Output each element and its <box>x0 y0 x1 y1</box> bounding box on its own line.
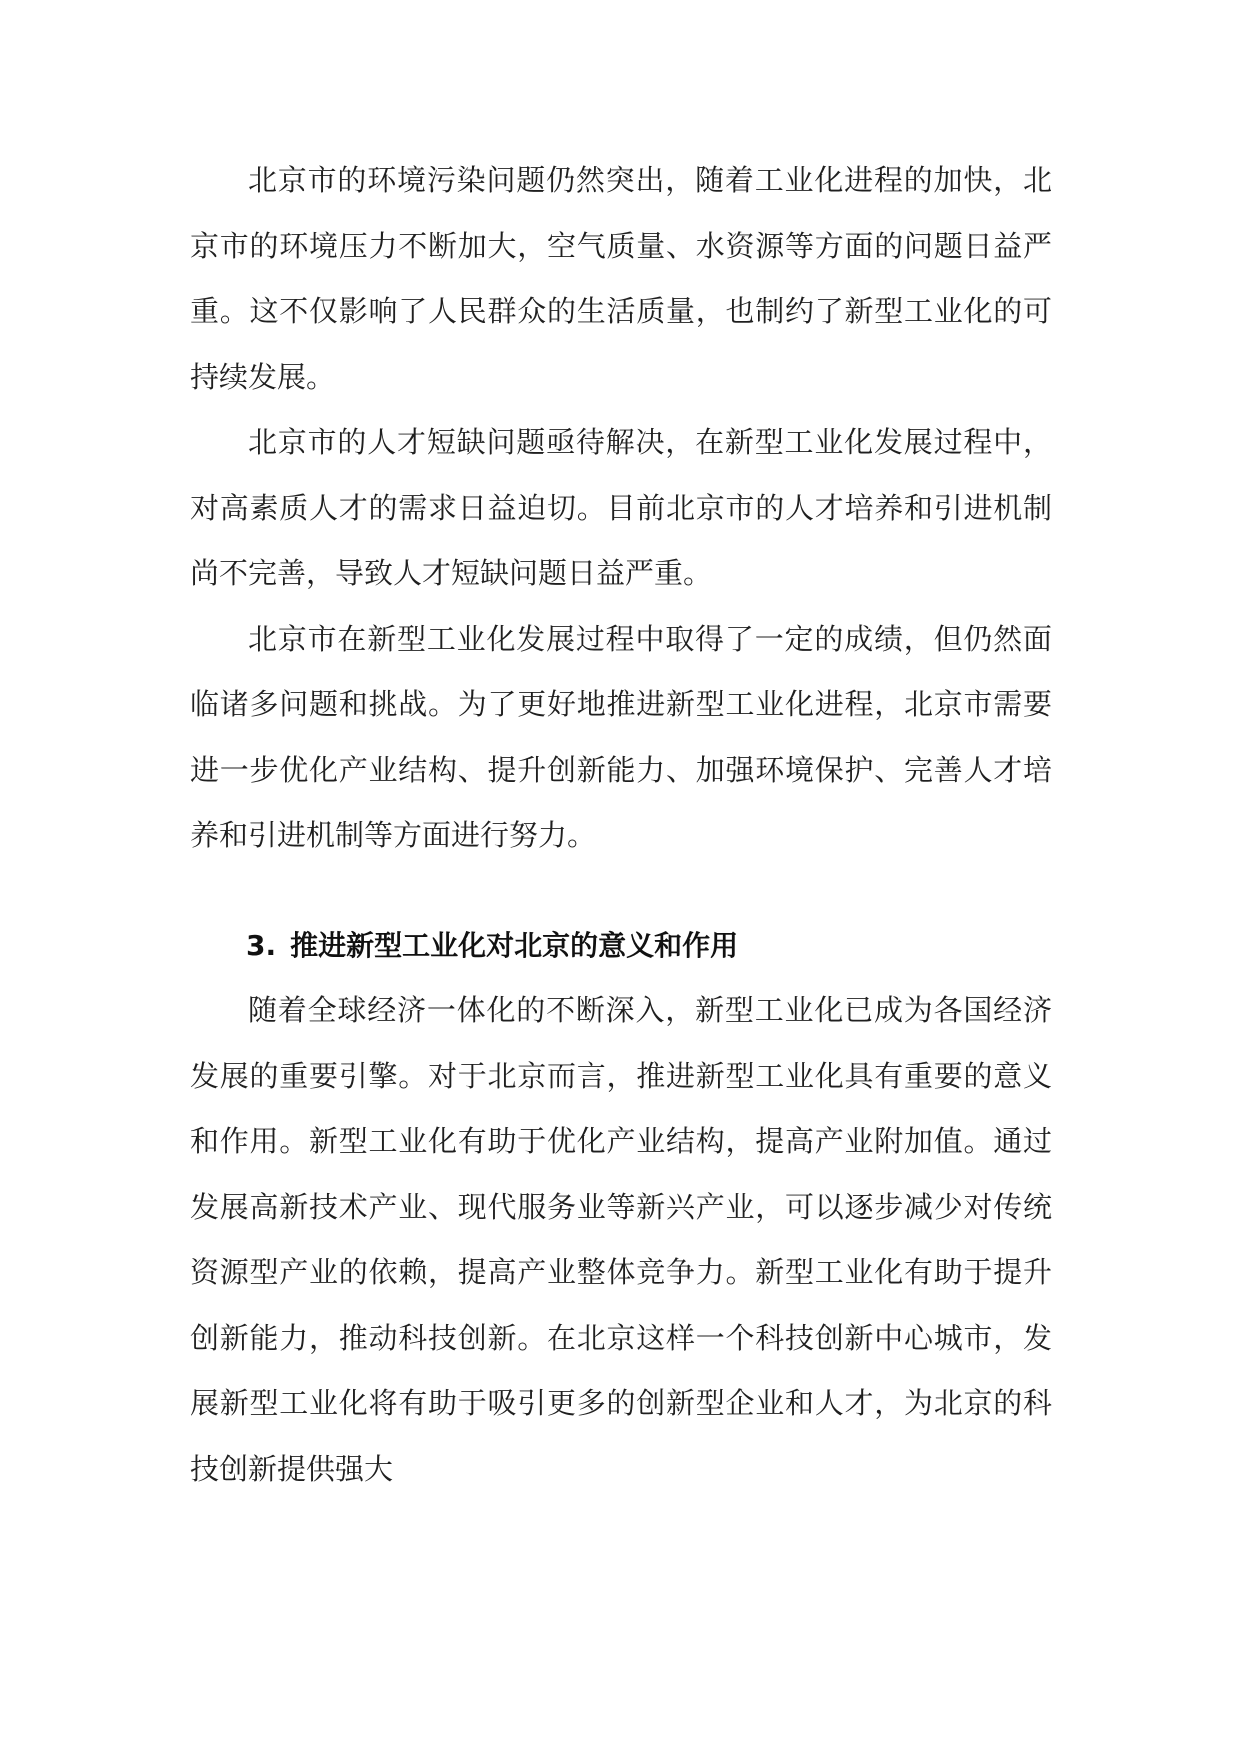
section-number: 3. <box>246 928 277 962</box>
paragraph-environment: 北京市的环境污染问题仍然突出，随着工业化进程的加快，北京市的环境压力不断加大，空气质量、水资源等方面的问题日益严重。这不仅影响了人民群众的生活质量，也制约了新型工业化的可持续发展。 <box>190 163 1052 394</box>
paragraph-summary: 北京市在新型工业化发展过程中取得了一定的成绩，但仍然面临诸多问题和挑战。为了更好地推进新型工业化进程，北京市需要进一步优化产业结构、提升创新能力、加强环境保护、完善人才培养和引进机制等方面进行努力。 <box>190 621 1052 852</box>
document-body <box>190 148 1052 1502</box>
section-title: 推进新型工业化对北京的意义和作用 <box>290 928 739 962</box>
section-heading <box>190 913 1052 979</box>
paragraph-talent: 北京市的人才短缺问题亟待解决，在新型工业化发展过程中，对高素质人才的需求日益迫切。目前北京市的人才培养和引进机制尚不完善，导致人才短缺问题日益严重。 <box>190 425 1052 590</box>
paragraph-significance: 随着全球经济一体化的不断深入，新型工业化已成为各国经济发展的重要引擎。对于北京而言，推进新型工业化具有重要的意义和作用。新型工业化有助于优化产业结构，提高产业附加值。通过发展高新技术产业、现代服务业等新兴产业，可以逐步减少对传统资源型产业的依赖，提高产业整体竞争力。新型工业化有助于提升创新能力，推动科技创新。在北京这样一个科技创新中心城市，发展新型工业化将有助于吸引更多的创新型企业和人才，为北京的科技创新提供强大 <box>190 993 1052 1486</box>
